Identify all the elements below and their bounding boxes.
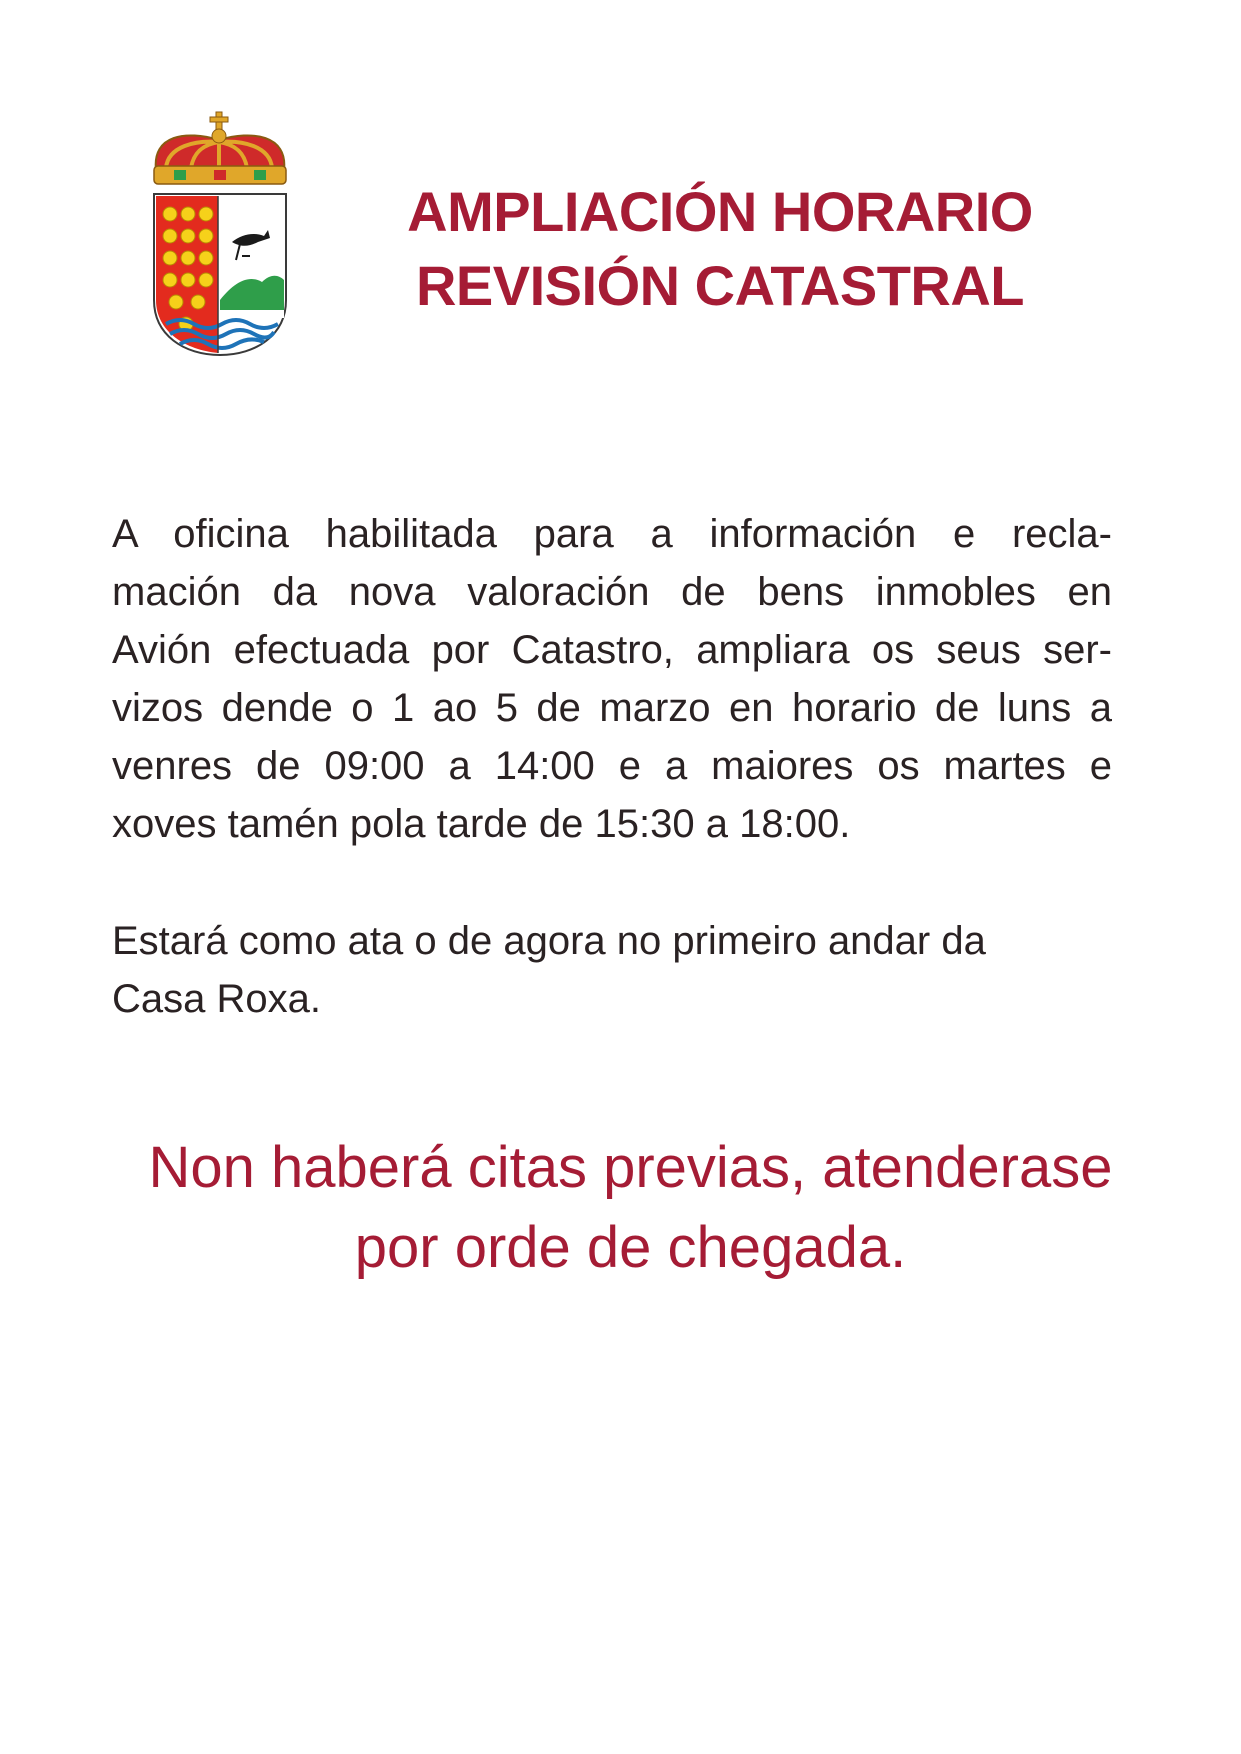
no-appointment-notice	[60, 1128, 1201, 1288]
title-line-1: AMPLIACIÓN HORARIO	[407, 180, 1033, 243]
office-hours-paragraph	[112, 505, 1112, 853]
body-line: Estará como ata o de agora no primeiro andar da	[112, 919, 986, 963]
notice-line-2: por orde de chegada.	[354, 1215, 907, 1280]
title-line-2: REVISIÓN CATASTRAL	[415, 254, 1025, 317]
body-line: Casa Roxa.	[112, 977, 321, 1021]
coat-of-arms-icon	[146, 110, 294, 360]
notice-body	[112, 505, 1112, 1028]
body-line: A oficina habilitada para a información e recla-	[112, 512, 1112, 556]
body-line: mación da nova valoración de bens inmobles en	[112, 570, 1112, 614]
notice-line-1: Non haberá citas previas, atenderase	[148, 1135, 1113, 1200]
location-paragraph	[112, 912, 1112, 1028]
notice-title	[330, 175, 1110, 323]
body-line: venres de 09:00 a 14:00 e a maiores os martes e	[112, 744, 1112, 788]
body-line: xoves tamén pola tarde de 15:30 a 18:00.	[112, 802, 851, 846]
body-line: Avión efectuada por Catastro, ampliara os seus ser-	[112, 628, 1112, 672]
body-line: vizos dende o 1 ao 5 de marzo en horario de luns a	[112, 686, 1112, 730]
